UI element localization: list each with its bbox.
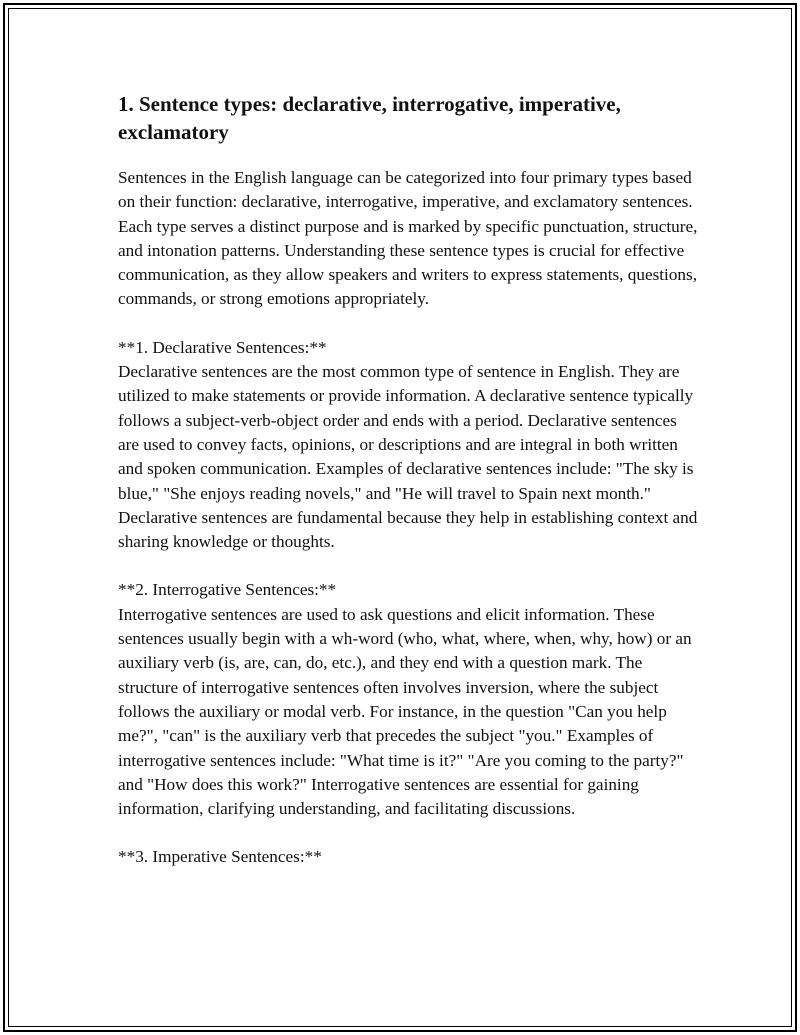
section-interrogative — [118, 578, 698, 821]
section-paragraph: Interrogative sentences are used to ask questions and elicit information. These sentences usually begin with a wh-word (who, what, where, when, why, how) or an auxiliary verb (is, are, can, do, etc.), and they end with a question mark. The structure of interrogative sentences often involves inversion, where the subject follows the auxiliary or modal verb. For instance, in the question "Can you help me?", "can" is the auxiliary verb that precedes the subject "you." Examples of interrogative sentences include: "What time is it?" "Are you coming to the party?" and "How does this work?" Interrogative sentences are essential for gaining information, clarifying understanding, and facilitating discussions. — [118, 604, 692, 819]
section-imperative — [118, 845, 698, 869]
intro-paragraph: Sentences in the English language can be categorized into four primary types based on their function: declarative, interrogative, imperative, and exclamatory sentences. Each type serves a distinct purpose and is marked by specific punctuation, structure, and intonation patterns. Understanding these sentence types is crucial for effective communication, as they allow speakers and writers to express statements, questions, commands, or strong emotions appropriately. — [118, 168, 698, 309]
section-heading: **1. Declarative Sentences:** — [118, 337, 327, 357]
document-body — [118, 90, 698, 894]
section-heading: **3. Imperative Sentences:** — [118, 847, 322, 867]
section-heading: **2. Interrogative Sentences:** — [118, 580, 337, 600]
document-title: 1. Sentence types: declarative, interrogative, imperative, exclamatory — [118, 92, 621, 144]
section-paragraph: Declarative sentences are the most common type of sentence in English. They are utilized to make statements or provide information. A declarative sentence typically follows a subject-verb-object order and ends with a period. Declarative sentences are used to convey facts, opinions, or descriptions and are integral in both written and spoken communication. Examples of declarative sentences include: "The sky is blue," "She enjoys reading novels," and "He will travel to Spain next month." Declarative sentences are fundamental because they help in establishing context and sharing knowledge or thoughts. — [118, 362, 698, 552]
section-declarative — [118, 336, 698, 555]
